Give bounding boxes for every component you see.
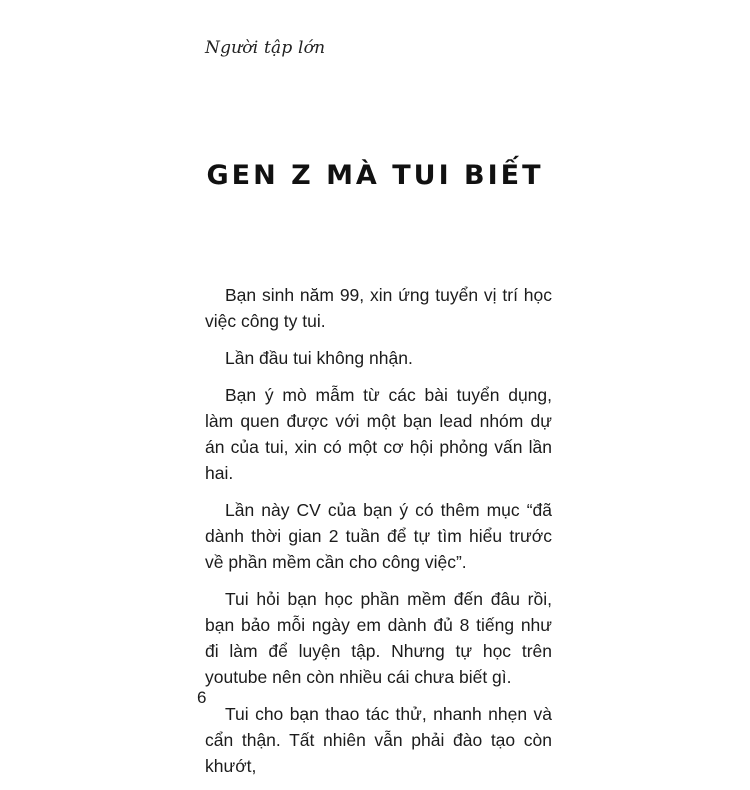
paragraph: Lần này CV của bạn ý có thêm mục “đã dành thời gian 2 tuần để tự tìm hiểu trước về phần mềm cần cho công việc”.: [205, 500, 552, 572]
paragraph: Tui cho bạn thao tác thử, nhanh nhẹn và cẩn thận. Tất nhiên vẫn phải đào tạo còn khướt,: [205, 704, 552, 776]
running-header: Người tập lớn: [205, 38, 326, 58]
paragraph: Bạn sinh năm 99, xin ứng tuyển vị trí học việc công ty tui.: [205, 285, 552, 331]
chapter-title: GEN Z MÀ TUI BIẾT: [206, 160, 544, 191]
paragraph: Tui hỏi bạn học phần mềm đến đâu rồi, bạn bảo mỗi ngày em dành đủ 8 tiếng như đi làm để luyện tập. Nhưng tự học trên youtube nên còn nhiều cái chưa biết gì.: [205, 589, 552, 687]
paragraph: Lần đầu tui không nhận.: [225, 348, 413, 368]
page-number: 6: [197, 688, 207, 707]
paragraph: Bạn ý mò mẫm từ các bài tuyển dụng, làm quen được với một bạn lead nhóm dự án của tui, xin có một cơ hội phỏng vấn lần hai.: [205, 385, 552, 483]
body-text: [205, 282, 552, 790]
